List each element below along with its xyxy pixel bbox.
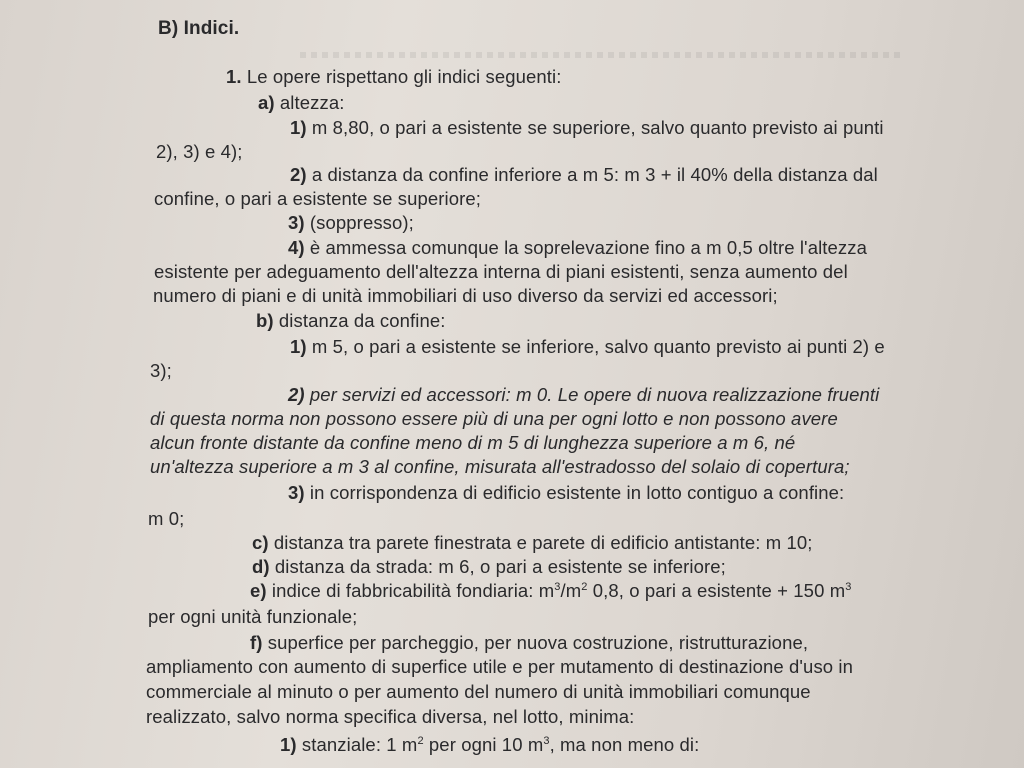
f-point-1-sup-1: 2 [417,735,424,747]
item-d [252,556,726,578]
item-a-title: altezza: [279,92,345,113]
a-point-2-line-2: confine, o pari a esistente se superiore; [154,188,482,209]
item-e-label: e) [250,580,267,601]
a-point-2-text: a distanza da confine inferiore a m 5: m 3 + il 40% della distanza dal [311,164,878,185]
b-point-1-number: 1) [290,336,307,357]
b-point-1-line-2: 3); [150,360,172,381]
item-e-text-b: /m [560,580,582,601]
f-point-1-text-a: stanziale: 1 m [301,734,418,755]
f-point-1-number: 1) [280,734,297,755]
a-point-1-line-2: 2), 3) e 4); [156,141,243,162]
b-point-2-number: 2) [288,384,305,405]
b-point-3-number: 3) [288,482,305,503]
item-e-sup-1: 3 [554,581,561,593]
item-a-label: a) [258,92,275,113]
item-c-text: distanza tra parete finestrata e parete di edificio antistante: m 10; [273,532,813,553]
b-point-3-line-2: m 0; [148,508,185,529]
item-f-line-1 [250,632,808,654]
b-point-3-line-1 [288,482,844,504]
item-e-line-1 [250,580,851,602]
item-a [258,92,344,114]
item-d-label: d) [252,556,270,577]
a-point-1-text: m 8,80, o pari a esistente se superiore, salvo quanto previsto ai punti [311,117,884,138]
b-point-2-text: per servizi ed accessori: m 0. Le opere di nuova realizzazione fruenti [309,384,880,405]
a-point-2-number: 2) [290,164,307,185]
a-point-4-line-1 [288,237,867,259]
a-point-2-line-1 [290,164,878,186]
item-f-text: superfice per parcheggio, per nuova costruzione, ristrutturazione, [267,632,809,653]
a-point-3 [288,212,414,234]
section-title: B) Indici. [158,18,240,39]
a-point-1-number: 1) [290,117,307,138]
item-f-line-3: commerciale al minuto o per aumento del numero di unità immobiliari comunque [146,681,811,702]
b-point-3-text: in corrispondenza di edificio esistente in lotto contiguo a confine: [309,482,845,503]
f-point-1-text-c: , ma non meno di: [549,734,700,755]
f-point-1-sup-2: 3 [543,735,550,747]
item-b-label: b) [256,310,274,331]
a-point-4-text: è ammessa comunque la soprelevazione fino a m 0,5 oltre l'altezza [309,237,868,258]
item-c-label: c) [252,532,269,553]
item-e-sup-3: 3 [845,581,852,593]
b-point-2-line-3: alcun fronte distante da confine meno di m 5 di lunghezza superiore a m 6, né [150,432,796,453]
item-b [256,310,445,332]
item-1-number: 1. [226,66,242,87]
b-point-2-line-1 [288,384,879,406]
item-e-sup-2: 2 [581,581,588,593]
item-f-line-2: ampliamento con aumento di superfice utile e per mutamento di destinazione d'uso in [146,656,854,677]
f-point-1 [280,734,699,756]
item-c [252,532,812,554]
a-point-4-line-2: esistente per adeguamento dell'altezza interna di piani esistenti, senza aumento del [154,261,848,282]
item-f-label: f) [250,632,263,653]
a-point-3-text: (soppresso); [309,212,414,233]
b-point-1-text: m 5, o pari a esistente se inferiore, salvo quanto previsto ai punti 2) e [311,336,885,357]
item-d-text: distanza da strada: m 6, o pari a esistente se inferiore; [274,556,726,577]
item-b-title: distanza da confine: [278,310,446,331]
item-e-text-c: 0,8, o pari a esistente + 150 m [587,580,846,601]
item-e-text-a: indice di fabbricabilità fondiaria: m [271,580,555,601]
a-point-4-number: 4) [288,237,305,258]
a-point-4-line-3: numero di piani e di unità immobiliari di uso diverso da servizi ed accessori; [153,285,778,306]
b-point-2-line-2: di questa norma non possono essere più di una per ogni lotto e non possono avere [150,408,838,429]
a-point-3-number: 3) [288,212,305,233]
item-1 [226,66,561,88]
b-point-1-line-1 [290,336,885,358]
bleed-through-text [300,52,900,58]
item-f-line-4: realizzato, salvo norma specifica diversa, nel lotto, minima: [146,706,635,727]
b-point-2-line-4: un'altezza superiore a m 3 al confine, misurata all'estradosso del solaio di copertura; [150,456,850,477]
a-point-1-line-1 [290,117,884,139]
f-point-1-text-b: per ogni 10 m [423,734,544,755]
item-e-line-2: per ogni unità funzionale; [148,606,358,627]
item-1-text: Le opere rispettano gli indici seguenti: [246,66,562,87]
